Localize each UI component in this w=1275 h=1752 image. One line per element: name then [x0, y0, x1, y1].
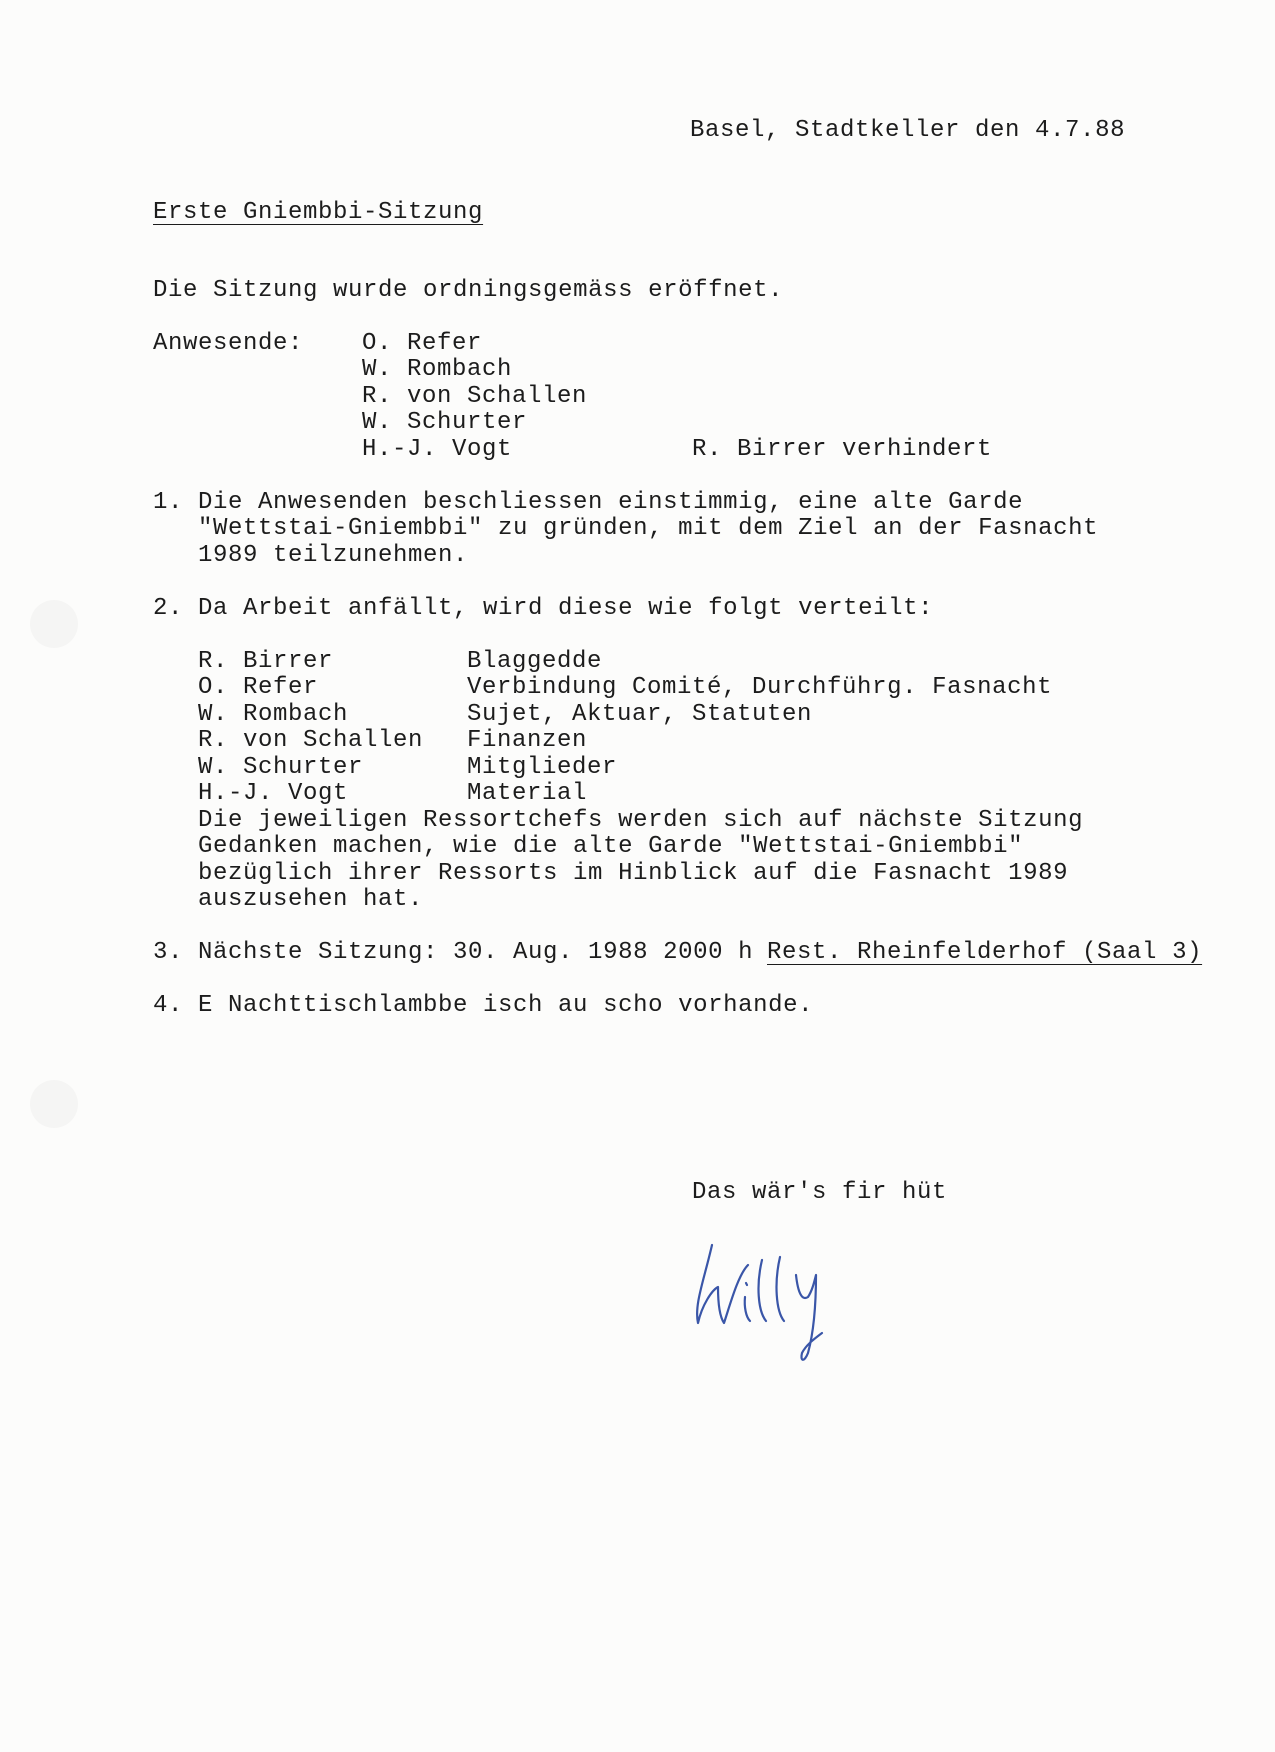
- signature-willy: [690, 1235, 860, 1385]
- item-number: 1.: [153, 489, 184, 516]
- item-text-line: Die Anwesenden beschliessen einstimmig, eine alte Garde: [198, 489, 1024, 516]
- punch-hole-shadow: [30, 600, 78, 648]
- next-meeting-location: Rest. Rheinfelderhof (Saal 3): [767, 939, 1203, 966]
- closing-line: Das wär's fir hüt: [692, 1179, 948, 1206]
- item-text-line: 1989 teilzunehmen.: [198, 542, 469, 569]
- page-title: Erste Gniembbi-Sitzung: [153, 199, 484, 226]
- assignment-name: R. Birrer: [198, 648, 334, 675]
- item-intro: Da Arbeit anfällt, wird diese wie folgt verteilt:: [198, 595, 934, 622]
- item-text-line: Gedanken machen, wie die alte Garde "Wettstai-Gniembbi": [198, 833, 1024, 860]
- attendee-name: H.-J. Vogt: [362, 436, 513, 463]
- assignment-name: O. Refer: [198, 674, 319, 701]
- item-number: 3.: [153, 939, 184, 966]
- assignment-name: W. Rombach: [198, 701, 349, 728]
- item-number: 2.: [153, 595, 184, 622]
- item-text-line: "Wettstai-Gniembbi" zu gründen, mit dem Ziel an der Fasnacht: [198, 515, 1099, 542]
- item-text-line: auszusehen hat.: [198, 886, 424, 913]
- assignment-task: Blaggedde: [467, 648, 603, 675]
- item-text-line: Die jeweiligen Ressortchefs werden sich auf nächste Sitzung: [198, 807, 1084, 834]
- assignment-name: R. von Schallen: [198, 727, 424, 754]
- item-text-line: bezüglich ihrer Ressorts im Hinblick auf die Fasnacht 1989: [198, 860, 1069, 887]
- attendee-name: W. Schurter: [362, 409, 528, 436]
- opening-line: Die Sitzung wurde ordningsgemäss eröffnet.: [153, 277, 784, 304]
- place-date: Basel, Stadtkeller den 4.7.88: [690, 117, 1126, 144]
- attendee-name: W. Rombach: [362, 356, 513, 383]
- assignment-name: W. Schurter: [198, 754, 364, 781]
- assignment-task: Verbindung Comité, Durchführg. Fasnacht: [467, 674, 1053, 701]
- next-meeting-text: Nächste Sitzung: 30. Aug. 1988 2000 h: [198, 939, 754, 966]
- attendee-name: O. Refer: [362, 330, 483, 357]
- item-number: 4.: [153, 992, 184, 1019]
- assignment-task: Mitglieder: [467, 754, 618, 781]
- assignment-name: H.-J. Vogt: [198, 780, 349, 807]
- punch-hole-shadow: [30, 1080, 78, 1128]
- item-text: E Nachttischlambbe isch au scho vorhande.: [198, 992, 814, 1019]
- assignment-task: Finanzen: [467, 727, 588, 754]
- excused-note: R. Birrer verhindert: [692, 436, 993, 463]
- assignment-task: Sujet, Aktuar, Statuten: [467, 701, 813, 728]
- attendee-name: R. von Schallen: [362, 383, 588, 410]
- assignment-task: Material: [467, 780, 588, 807]
- attendees-label: Anwesende:: [153, 330, 304, 357]
